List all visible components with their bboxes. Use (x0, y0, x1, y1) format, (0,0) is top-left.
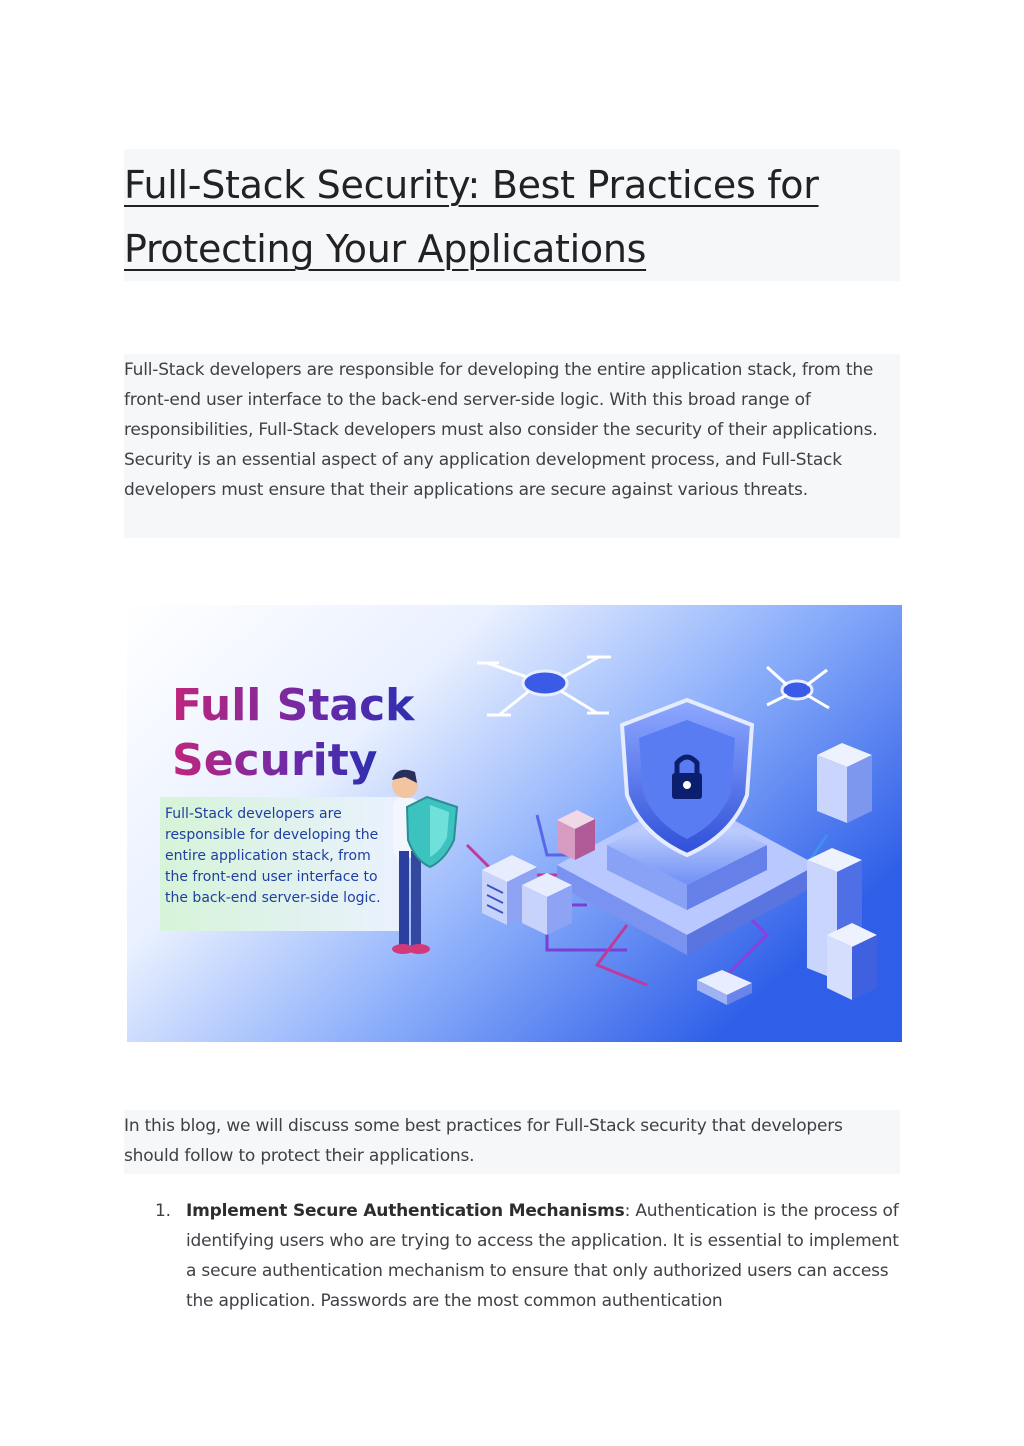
caption-line: the back-end server-side logic. (165, 890, 381, 906)
list-item-number: 1. (155, 1201, 171, 1221)
hero-heading-line-1: Full Stack (172, 680, 415, 731)
intro-paragraph: Full-Stack developers are responsible for developing the entire application stack, from the front-end user interface to the back-end server-side logic. With this broad range of responsibilities, Full-Stack developers must also consider the security of their applications. Security is an essential aspect of any application development process, and Full-Stack developers must ensure that their applications are secure against various threats. (124, 360, 878, 500)
list-item-text: : Authentication is the process of identifying users who are trying to access the application. It is essential to implement a secure authentication mechanism to ensure that only authorized users can access the application. Passwords are the most common authentication (186, 1201, 899, 1311)
page-title[interactable]: Full-Stack Security: Best Practices for Protecting Your Applications (124, 163, 819, 271)
caption-line: responsible for developing the (165, 827, 379, 843)
caption-line: entire application stack, from (165, 848, 371, 864)
caption-line: the front-end user interface to (165, 869, 378, 885)
caption-line: Full-Stack developers are (165, 806, 342, 822)
list-item-heading: Implement Secure Authentication Mechanisms (186, 1201, 625, 1221)
hero-image (127, 605, 902, 1042)
list-item (124, 1196, 900, 1316)
intro-paragraph-block (124, 354, 900, 538)
blog-intro-block (124, 1110, 900, 1174)
hero-heading-line-2: Security (172, 735, 378, 786)
practices-list (124, 1196, 900, 1316)
blog-intro: In this blog, we will discuss some best practices for Full-Stack security that developers should follow to protect their applications. (124, 1116, 843, 1166)
title-block (124, 149, 900, 281)
